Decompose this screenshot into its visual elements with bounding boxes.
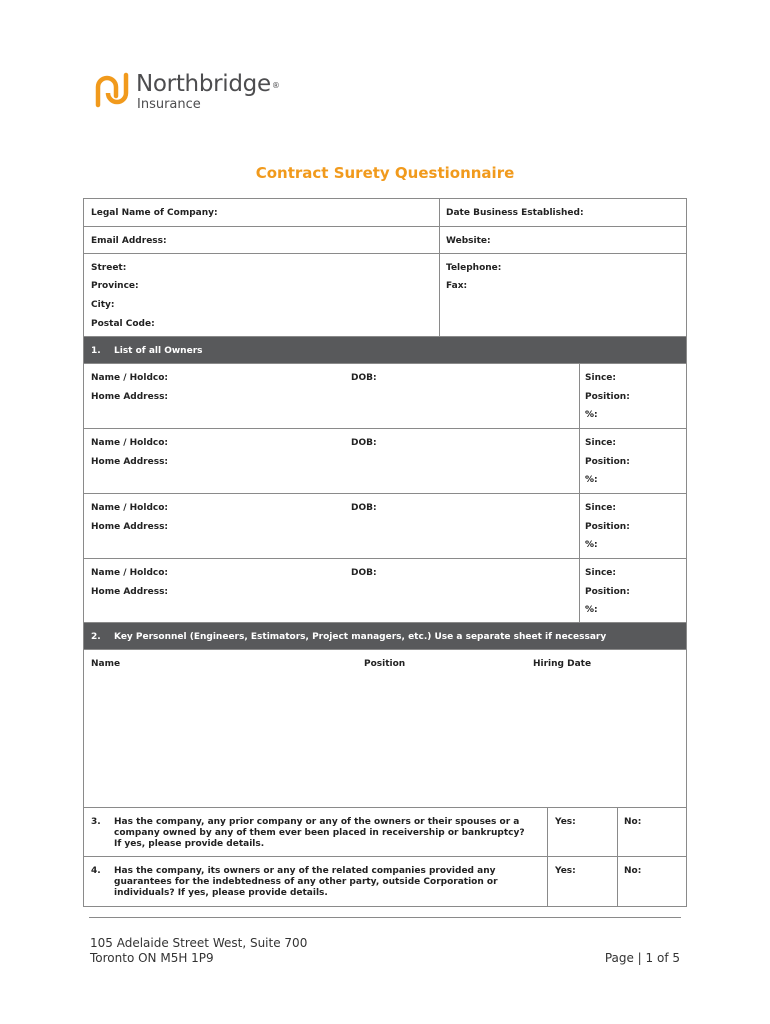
question-3-row xyxy=(84,808,686,857)
address-row xyxy=(84,254,686,337)
owner-name-label: Name / Holdco: xyxy=(91,568,169,578)
northbridge-logo-icon xyxy=(94,72,130,108)
personnel-position-header: Position xyxy=(364,659,406,669)
province-label: Province: xyxy=(91,281,139,291)
owner-block xyxy=(84,559,686,623)
section-2-number: 2. xyxy=(91,632,101,642)
owner-dob-label: DOB: xyxy=(351,568,377,578)
website-label: Website: xyxy=(446,236,491,246)
fax-label: Fax: xyxy=(446,281,468,291)
address-line-2: Toronto ON M5H 1P9 xyxy=(90,951,214,965)
owner-position-label: Position: xyxy=(585,392,630,402)
question-4-row xyxy=(84,857,686,906)
key-personnel-area xyxy=(84,650,686,808)
footer-divider xyxy=(89,917,681,918)
question-4-text: Has the company, its owners or any of the related companies provided any guarantees for the indebtedness of any other party, outside Corporation or individuals? If yes, please provide details. xyxy=(114,866,498,898)
owner-name-label: Name / Holdco: xyxy=(91,503,169,513)
city-label: City: xyxy=(91,300,115,310)
question-3-text: Has the company, any prior company or any of the owners or their spouses or a company owned by any of them ever been placed in receivership or bankruptcy? If yes, please provide details. xyxy=(114,817,525,849)
owner-dob-label: DOB: xyxy=(351,503,377,513)
section-1-number: 1. xyxy=(91,346,101,356)
email-label: Email Address: xyxy=(91,236,167,246)
page-number: Page | 1 of 5 xyxy=(604,951,680,965)
owner-home-address-label: Home Address: xyxy=(91,392,169,402)
address-line-1: 105 Adelaide Street West, Suite 700 xyxy=(90,936,308,950)
postal-code-label: Postal Code: xyxy=(91,319,155,329)
brand-subtitle: Insurance xyxy=(137,97,201,112)
section-1-title: List of all Owners xyxy=(114,346,203,356)
owner-block xyxy=(84,429,686,494)
legal-name-label: Legal Name of Company: xyxy=(91,208,218,218)
personnel-hiring-date-header: Hiring Date xyxy=(533,659,592,669)
question-4-yes-label: Yes: xyxy=(555,866,576,876)
personnel-name-header: Name xyxy=(91,659,121,669)
company-name-row xyxy=(84,199,686,227)
telephone-label: Telephone: xyxy=(446,263,502,273)
street-label: Street: xyxy=(91,263,127,273)
owner-block xyxy=(84,494,686,559)
owner-since-label: Since: xyxy=(585,438,617,448)
owner-percent-label: %: xyxy=(585,540,598,550)
section-2-header xyxy=(84,623,686,650)
section-2-title: Key Personnel (Engineers, Estimators, Project managers, etc.) Use a separate sheet if necessary xyxy=(114,632,607,642)
owner-percent-label: %: xyxy=(585,410,598,420)
email-row xyxy=(84,227,686,254)
owner-home-address-label: Home Address: xyxy=(91,587,169,597)
question-3-no-label: No: xyxy=(624,817,642,827)
question-3-number: 3. xyxy=(91,817,101,827)
northbridge-logo xyxy=(94,71,280,121)
question-3-yes-label: Yes: xyxy=(555,817,576,827)
question-4-no-label: No: xyxy=(624,866,642,876)
owner-position-label: Position: xyxy=(585,457,630,467)
date-established-label: Date Business Established: xyxy=(446,208,584,218)
owner-position-label: Position: xyxy=(585,587,630,597)
owner-since-label: Since: xyxy=(585,373,617,383)
owner-name-label: Name / Holdco: xyxy=(91,438,169,448)
owner-home-address-label: Home Address: xyxy=(91,457,169,467)
owner-since-label: Since: xyxy=(585,503,617,513)
owner-since-label: Since: xyxy=(585,568,617,578)
registered-mark: ® xyxy=(271,81,280,90)
owner-dob-label: DOB: xyxy=(351,373,377,383)
document-title: Contract Surety Questionnaire xyxy=(255,164,515,182)
owner-percent-label: %: xyxy=(585,475,598,485)
owner-dob-label: DOB: xyxy=(351,438,377,448)
owner-home-address-label: Home Address: xyxy=(91,522,169,532)
owner-percent-label: %: xyxy=(585,605,598,615)
brand-name: Northbridge® xyxy=(136,71,280,97)
questionnaire-form xyxy=(83,198,687,907)
question-4-number: 4. xyxy=(91,866,101,876)
section-1-header xyxy=(84,337,686,364)
footer-address xyxy=(90,936,307,966)
owner-position-label: Position: xyxy=(585,522,630,532)
owner-block xyxy=(84,364,686,429)
owner-name-label: Name / Holdco: xyxy=(91,373,169,383)
